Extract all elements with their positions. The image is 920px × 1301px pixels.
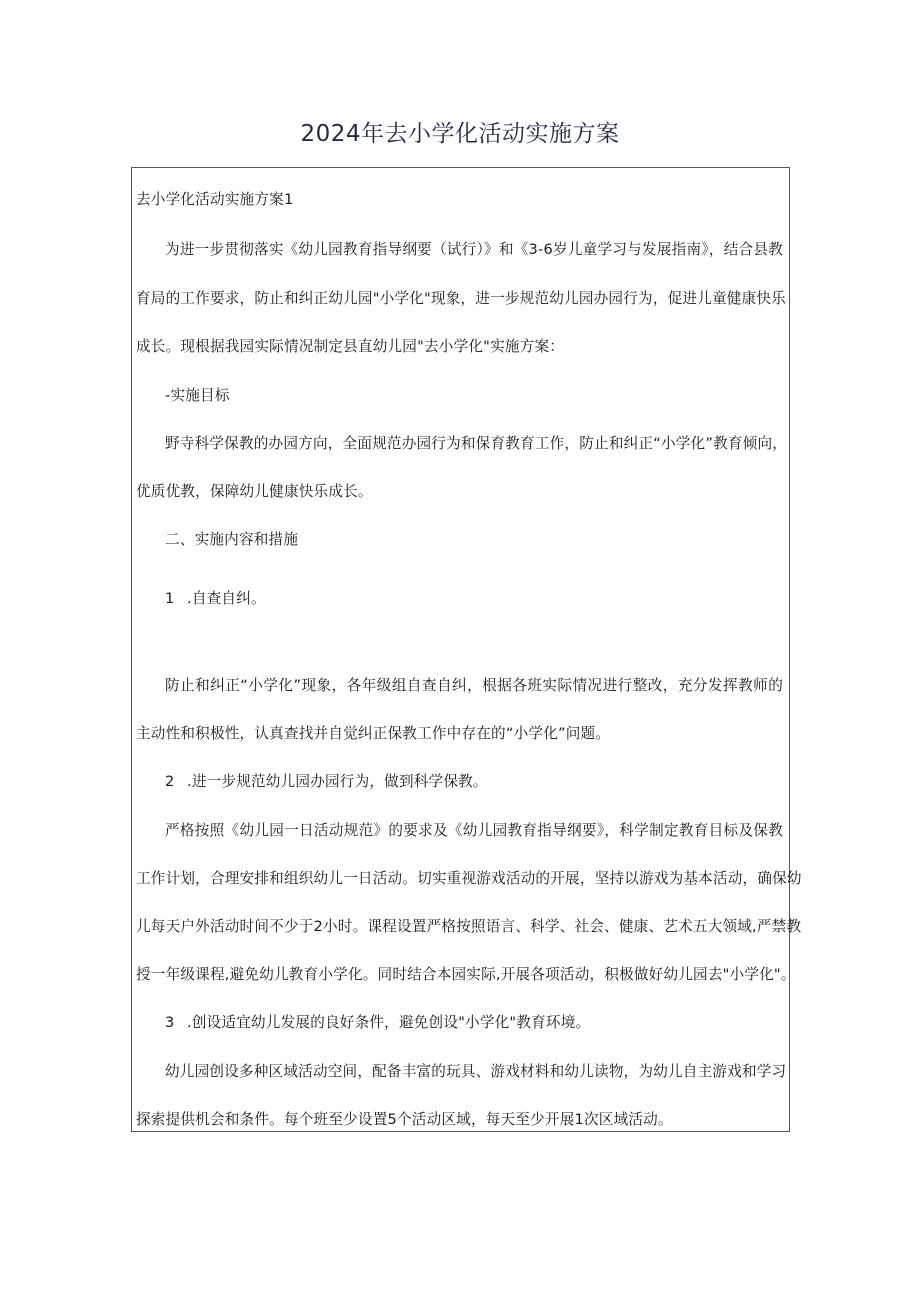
section-heading: 去小学化活动实施方案1 bbox=[136, 191, 294, 208]
item-3-text: .创设适宜幼儿发展的良好条件，避免创设"小学化"教育环境。 bbox=[187, 1014, 591, 1031]
item-2-text: .进一步规范幼儿园办园行为，做到科学保教。 bbox=[187, 773, 488, 790]
item-3-title bbox=[165, 1013, 783, 1033]
item-3-line-1: 幼儿园创设多种区域活动空间，配备丰富的玩具、游戏材料和幼儿读物，为幼儿自主游戏和学习 bbox=[165, 1063, 787, 1080]
item-1-text: .自查自纠。 bbox=[187, 590, 266, 607]
goal-title: -实施目标 bbox=[165, 387, 230, 404]
intro-line-1: 为进一步贯彻落实《幼儿园教育指导纲要（试行）》和《3-6岁儿童学习与发展指南》，结合县教 bbox=[165, 241, 783, 258]
item-1-title bbox=[165, 589, 783, 609]
item-2-number: 2 bbox=[165, 773, 175, 790]
item-1-number: 1 bbox=[165, 590, 175, 607]
document-title: 2024年去小学化活动实施方案 bbox=[300, 121, 620, 147]
item-1-line-2: 主动性和积极性，认真查找并自觉纠正保教工作中存在的“小学化”问题。 bbox=[136, 725, 611, 742]
measures-title: 二、实施内容和措施 bbox=[165, 531, 299, 548]
goal-line-1: 野寺科学保教的办园方向，全面规范办园行为和保育教育工作，防止和纠正“小学化”教育倾向， bbox=[165, 435, 788, 452]
item-2-line-3: 儿每天户外活动时间不少于2小时。课程设置严格按照语言、科学、社会、健康、艺术五大领域,严禁教 bbox=[136, 918, 802, 935]
item-2-title bbox=[165, 772, 783, 792]
item-2-line-4: 授一年级课程,避免幼儿教育小学化。同时结合本园实际,开展各项活动，积极做好幼儿园去"小学化"。 bbox=[136, 966, 796, 983]
intro-line-2: 育局的工作要求，防止和纠正幼儿园"小学化"现象，进一步规范幼儿园办园行为，促进儿童健康快乐 bbox=[136, 290, 786, 307]
intro-line-3: 成长。现根据我园实际情况制定县直幼儿园"去小学化"实施方案： bbox=[136, 338, 565, 355]
content-box bbox=[131, 167, 802, 1132]
item-3-number: 3 bbox=[165, 1014, 175, 1031]
item-3-line-2: 探索提供机会和条件。每个班至少设置5个活动区域，每天至少开展1次区域活动。 bbox=[136, 1111, 673, 1128]
item-2-line-1: 严格按照《幼儿园一日活动规范》的要求及《幼儿园教育指导纲要》，科学制定教育目标及保教 bbox=[165, 822, 783, 839]
item-1-line-1: 防止和纠正“小学化”现象，各年级组自查自纠，根据各班实际情况进行整改，充分发挥教师的 bbox=[165, 677, 783, 694]
goal-line-2: 优质优教，保障幼儿健康快乐成长。 bbox=[136, 483, 373, 500]
item-2-line-2: 工作计划，合理安排和组织幼儿一日活动。切实重视游戏活动的开展，坚持以游戏为基本活动，确保幼 bbox=[136, 870, 802, 887]
